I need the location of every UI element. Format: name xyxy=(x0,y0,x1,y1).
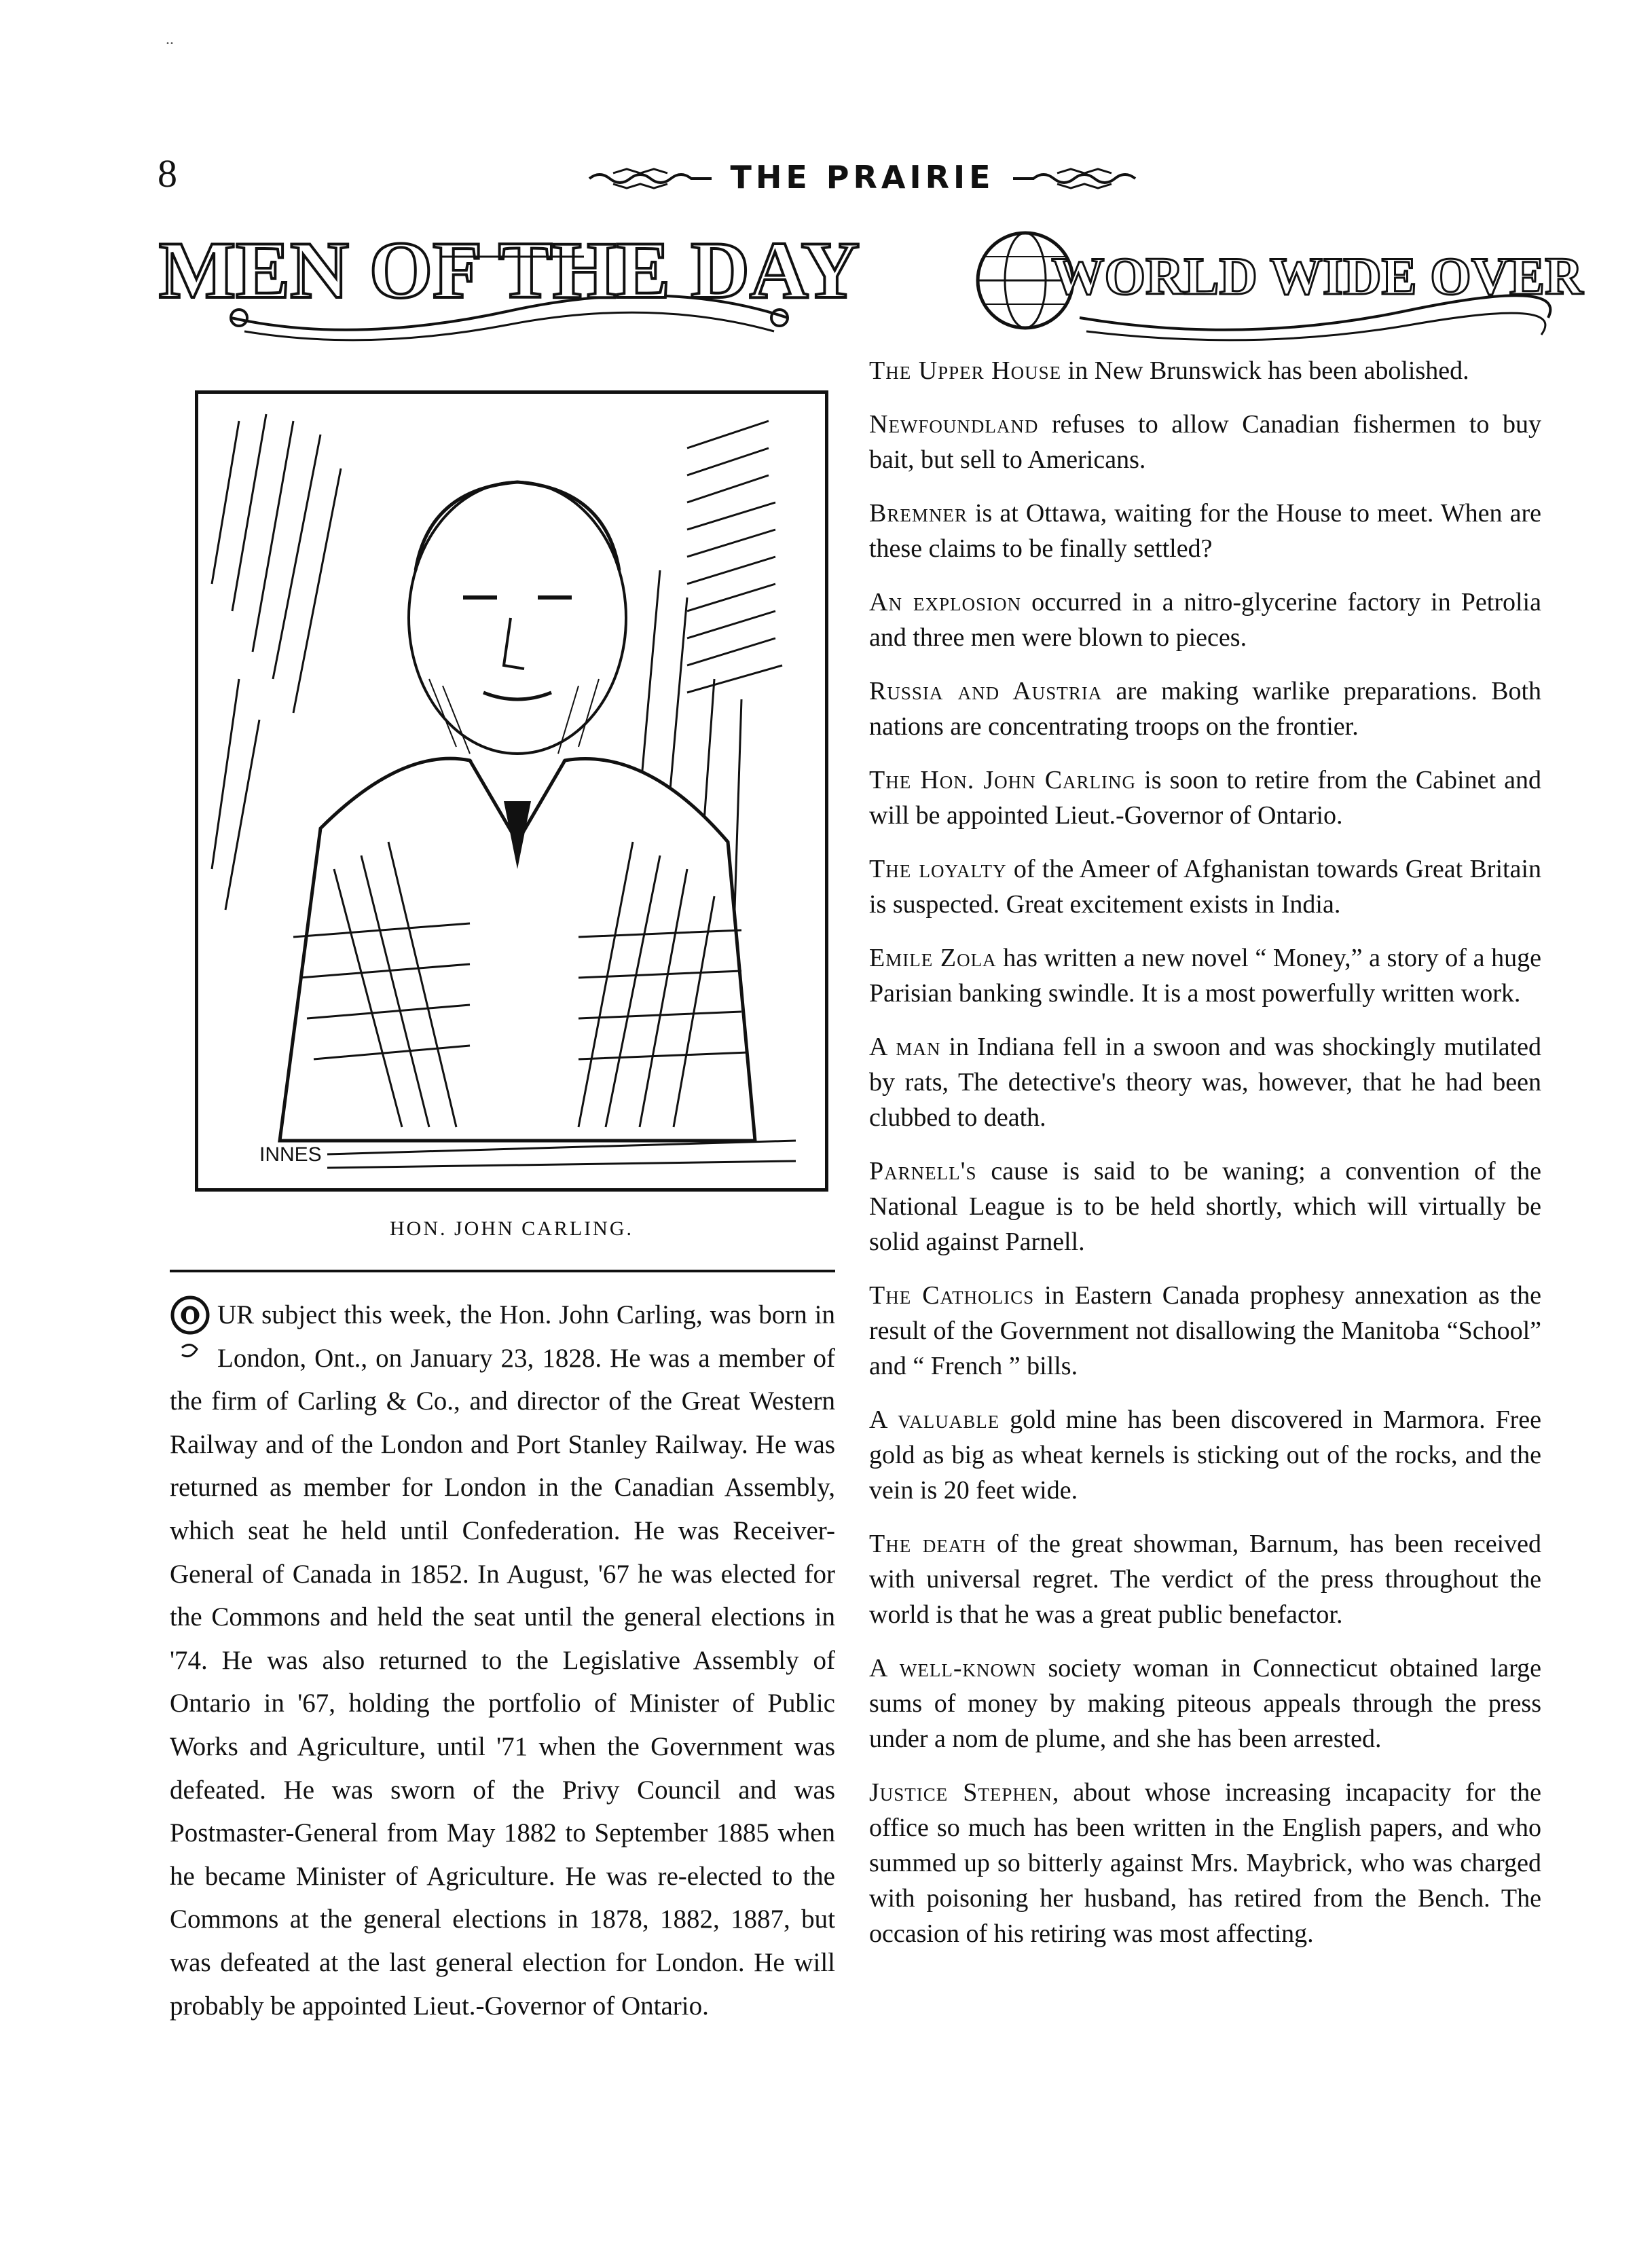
news-item-lead: The Catholics xyxy=(869,1281,1035,1310)
news-item-lead: The death xyxy=(869,1530,987,1558)
news-item-text: is soon to retire from the Cabinet and will be appointed Lieut.-Governor of Ontario. xyxy=(869,766,1541,830)
news-item-text: refuses to allow Canadian fishermen to buy bait, but sell to Americans. xyxy=(869,410,1541,474)
news-item-text: gold mine has been discovered in Marmora. Free gold as big as wheat kernels is sticking out of the rocks, and the vein is 20 feet wide. xyxy=(869,1405,1541,1505)
news-item-text: has written a new novel “ Money,” a story of a huge Parisian banking swindle. It is a most powerfully written work. xyxy=(869,944,1541,1008)
heading-text: WORLD WIDE OVER xyxy=(1051,246,1583,306)
engraver-signature: INNES xyxy=(259,1143,322,1166)
news-item xyxy=(869,1526,1541,1632)
biography-article xyxy=(170,1293,835,2027)
news-item-lead: The loyalty xyxy=(869,855,1007,883)
news-item xyxy=(869,1651,1541,1756)
news-item-text: of the Ameer of Afghanistan towards Great Britain is suspected. Great excitement exists in India. xyxy=(869,855,1541,919)
portrait-frame xyxy=(195,390,828,1192)
news-item xyxy=(869,1402,1541,1508)
news-item-lead: Emile Zola xyxy=(869,944,997,972)
right-flourish-ornament xyxy=(1010,164,1139,191)
news-item-lead: An explosion xyxy=(869,588,1022,617)
heading-text: MEN OF THE DAY xyxy=(158,225,860,315)
news-item xyxy=(869,851,1541,922)
news-item xyxy=(869,1278,1541,1384)
left-flourish-ornament xyxy=(586,164,715,191)
news-items-column xyxy=(869,353,1541,1970)
news-item-text: in Indiana fell in a swoon and was shockingly mutilated by rats, The detective's theory was, however, that he had been clubbed to death. xyxy=(869,1033,1541,1132)
news-item-lead: Russia and Austria xyxy=(869,677,1103,705)
news-item-lead: Parnell's xyxy=(869,1157,977,1185)
news-item-text: occurred in a nitro-glycerine factory in Petrolia and three men were blown to pieces. xyxy=(869,588,1541,652)
news-item-lead: The Upper House xyxy=(869,356,1062,385)
portrait-engraving xyxy=(198,394,825,1188)
news-item-text: in Eastern Canada prophesy annexation as the result of the Government not disallowing the Manitoba “School” and “ French ” bills. xyxy=(869,1281,1541,1380)
page-number: 8 xyxy=(158,151,177,196)
news-item xyxy=(869,762,1541,833)
news-item-lead: A well-known xyxy=(869,1654,1036,1682)
news-item xyxy=(869,1029,1541,1135)
dropcap-letter: O xyxy=(181,1304,200,1329)
section-rule xyxy=(170,1270,835,1272)
news-item xyxy=(869,1154,1541,1259)
portrait-caption: HON. JOHN CARLING. xyxy=(390,1217,634,1240)
news-item xyxy=(869,353,1541,388)
dropcap-ornament xyxy=(170,1293,210,1368)
news-item-lead: Bremner xyxy=(869,499,968,528)
biography-text: UR subject this week, the Hon. John Carling, was born in London, Ont., on January 23, 1828. He was a member of the firm of Carling & Co., and director of the Great Western Railway and of the London and Port Stanley Railway. He was returned as member for London in the Canadian Assembly, which seat he held until Confederation. He was Receiver-General of Canada in 1852. In August, '67 he was elected for the Commons and held the seat until the general elections in '74. He was also returned to the Legislative Assembly of Ontario in '67, holding the portfolio of Minister of Public Works and Agriculture, until '71 when the Government was defeated. He was sworn of the Privy Council and was Postmaster-General from May 1882 to September 1885 when he became Minister of Agriculture. He was re-elected to the Commons at the general elections in 1878, 1882, 1887, but was defeated at the last general election for London. He will probably be appointed Lieut.-Governor of Ontario. xyxy=(170,1300,835,2021)
page-mark: .. xyxy=(166,31,174,48)
news-item xyxy=(869,585,1541,655)
news-item-lead: The Hon. John Carling xyxy=(869,766,1137,794)
news-item xyxy=(869,674,1541,744)
news-item-lead: A valuable xyxy=(869,1405,1000,1434)
news-item-text: in New Brunswick has been abolished. xyxy=(1061,356,1469,385)
news-item-lead: A man xyxy=(869,1033,941,1061)
news-item xyxy=(869,940,1541,1011)
news-item xyxy=(869,496,1541,566)
news-item-text: cause is said to be waning; a convention of the National League is to be held shortly, which will virtually be solid against Parnell. xyxy=(869,1157,1541,1256)
world-wide-over-heading xyxy=(971,216,1583,352)
running-head xyxy=(564,153,1161,201)
running-title: THE PRAIRIE xyxy=(730,159,995,196)
news-item-text: of the great showman, Barnum, has been received with universal regret. The verdict of the press throughout the world is that he was a great public benefactor. xyxy=(869,1530,1541,1629)
men-of-the-day-heading xyxy=(158,216,860,352)
news-item-lead: Newfoundland xyxy=(869,410,1039,439)
news-item xyxy=(869,1775,1541,1951)
news-item-text: is at Ottawa, waiting for the House to meet. When are these claims to be finally settled? xyxy=(869,499,1541,563)
news-item-text: , about whose increasing incapacity for the office so much has been written in the English papers, and who summed up so bitterly against Mrs. Maybrick, who was charged with poisoning her husband, has retired from the Bench. The occasion of his retiring was most affecting. xyxy=(869,1778,1541,1948)
news-item-text: society woman in Connecticut obtained large sums of money by making piteous appeals through the press under a nom de plume, and she has been arrested. xyxy=(869,1654,1541,1753)
news-item xyxy=(869,407,1541,477)
news-item-lead: Justice Stephen xyxy=(869,1778,1052,1807)
news-item-text: are making warlike preparations. Both nations are concentrating troops on the frontier. xyxy=(869,677,1541,741)
